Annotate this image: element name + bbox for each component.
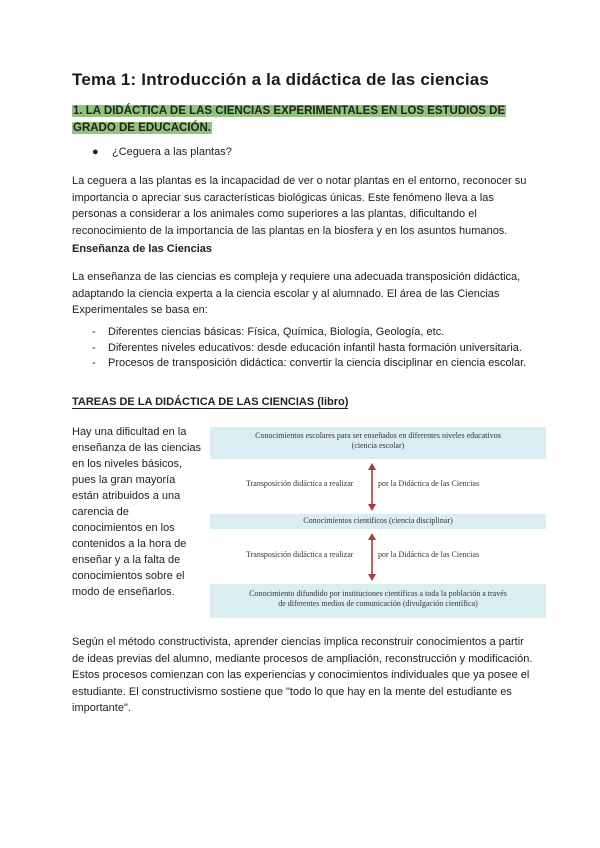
list-item <box>92 341 532 357</box>
document-title: Tema 1: Introducción a la didáctica de las ciencias <box>72 70 490 89</box>
double-arrow-icon <box>367 533 377 581</box>
list-item <box>92 356 532 372</box>
tareas-side-text: Hay una dificultad en la enseñanza de las ciencias en los niveles básicos, pues la gran mayoría están atribuidos a una carencia de conocimientos en los contenidos a la hora de enseñar y a la falta de conocimientos sobre el modo de enseñarlos. <box>72 426 202 598</box>
section-heading-1 <box>72 103 527 137</box>
dash-icon: - <box>92 326 96 338</box>
list-item <box>92 325 532 341</box>
diagram-left-label-2: Transposición didáctica a realizar <box>246 550 354 559</box>
diagram-box-bottom-line1: Conocimiento difundido por instituciones científicas a toda la población a través <box>249 589 507 598</box>
diagram-right-label-2: por la Didáctica de las Ciencias <box>378 550 480 559</box>
constructivism-paragraph: Según el método constructivista, aprender ciencias implica reconstruir conocimientos a partir de ideas previas del alumno, mediante procesos de ampliación, reconstrucción y modificación. Estos procesos comienzan con las experiencias y conocimientos individuales que ya posee el estudiante. El constructivismo sostiene que "todo lo que hay en la mente del estudiante es importante". <box>72 636 533 714</box>
bullet-item <box>92 146 232 158</box>
diagram-right-label-1: por la Didáctica de las Ciencias <box>378 479 480 488</box>
ensenanza-heading: Enseñanza de las Ciencias <box>72 243 213 255</box>
ensenanza-list <box>92 325 532 372</box>
bullet-icon: ● <box>92 146 99 158</box>
diagram-left-label-1: Transposición didáctica a realizar <box>246 479 354 488</box>
dash-icon: - <box>92 341 96 354</box>
diagram-box-top-line2: (ciencia escolar) <box>351 441 405 450</box>
double-arrow-icon <box>367 463 377 511</box>
section-heading-1-highlight: 1. LA DIDÁCTICA DE LAS CIENCIAS EXPERIMENTALES EN LOS ESTUDIOS DE GRADO DE EDUCACIÓN. <box>73 105 506 134</box>
diagram-box-bottom-line2: de diferentes medios de comunicación (divulgación científica) <box>278 599 478 608</box>
tareas-heading-text: TAREAS DE LA DIDÁCTICA DE LAS CIENCIAS (libro) <box>72 396 349 408</box>
plant-blindness-paragraph: La ceguera a las plantas es la incapacidad de ver o notar plantas en el entorno, reconocer su importancia o apreciar sus características biológicas únicas. Este fenómeno lleva a las personas a considerar a los animales como superiores a las plantas, dificultando el reconocimiento de la importancia de las plantas en la biosfera y en los asuntos humanos. <box>72 175 527 237</box>
list-item-text: Diferentes ciencias básicas: Física, Química, Biología, Geología, etc. <box>108 326 445 338</box>
diagram-box-top-line1: Conocimientos escolares para ser enseñados en diferentes niveles educativos <box>255 431 501 440</box>
list-item-text: Diferentes niveles educativos: desde educación infantil hasta formación universitaria. <box>108 341 522 354</box>
bullet-text: ¿Ceguera a las plantas? <box>112 146 232 158</box>
diagram-box-school-knowledge <box>210 427 546 459</box>
dash-icon: - <box>92 357 96 369</box>
ensenanza-paragraph: La enseñanza de las ciencias es compleja y requiere una adecuada transposición didáctica, adaptando la ciencia experta a la ciencia escolar y al alumnado. El área de las Ciencias Experimentales se basa en: <box>72 271 521 316</box>
diagram-box-scientific-knowledge: Conocimientos científicos (ciencia disciplinar) <box>210 514 546 529</box>
tareas-heading <box>72 396 348 408</box>
list-item-text: Procesos de transposición didáctica: convertir la ciencia disciplinar en ciencia escolar. <box>108 357 527 369</box>
diagram-box-popular-science <box>210 584 546 618</box>
transposition-diagram <box>210 427 546 618</box>
